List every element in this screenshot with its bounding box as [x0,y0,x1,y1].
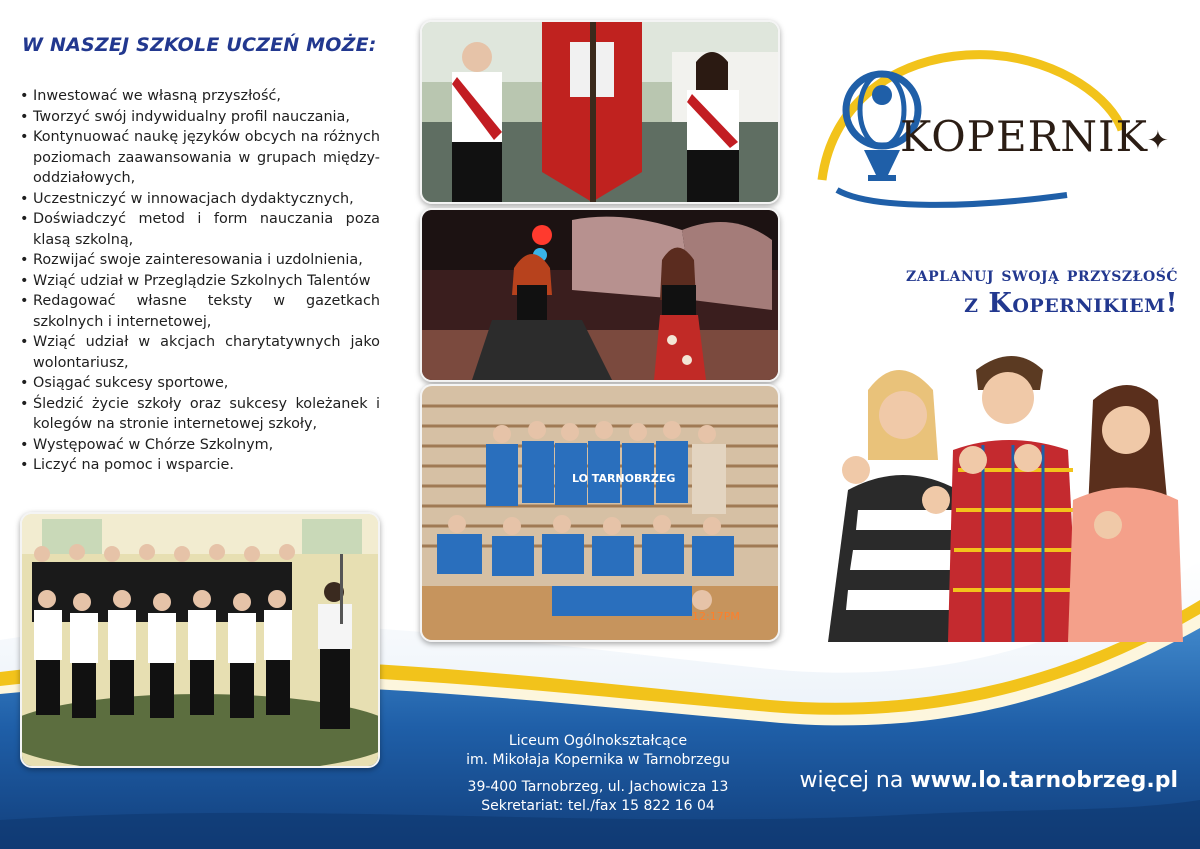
benefit-item: • Rozwijać swoje zainteresowania i uzdolnienia, [20,250,380,271]
school-name-line-1: Liceum Ogólnokształcące [508,733,688,749]
slogan-line-2: z Kopernikiem! [964,288,1178,319]
school-phone: Sekretariat: tel./fax 15 822 16 04 [481,797,715,814]
school-address: 39-400 Tarnobrzeg, ul. Jachowicza 13 [467,779,729,795]
school-contact-info [420,732,776,815]
photo-timestamp: 12:17PM [692,610,740,623]
school-name-line-2: im. Mikołaja Kopernika w Tarnobrzegu [466,751,730,768]
photo-school-choir [20,512,380,768]
website-link[interactable]: www.lo.tarnobrzeg.pl [910,768,1178,793]
photo-stage-performance [420,208,780,382]
photo-sports-team [420,384,780,642]
benefit-item: • Występować w Chórze Szkolnym, [20,435,380,456]
logo-wordmark: KOPERNIK [900,112,1148,161]
benefit-item: • Osiągać sukcesy sportowe, [20,373,380,394]
benefit-item: • Liczyć na pomoc i wsparcie. [20,455,380,476]
website-prefix: więcej na [799,768,911,793]
benefit-item: • Kontynuować naukę języków obcych na różnych poziomach zaawansowania w grupach między-oddziałowych, [20,127,380,189]
students-thumbs-up-image [808,350,1188,642]
benefit-item: • Wziąć udział w Przeglądzie Szkolnych Talentów [20,271,380,292]
benefits-list [20,86,380,476]
benefit-item: • Śledzić życie szkoły oraz sukcesy koleżanek i kolegów na stronie internetowej szkoły, [20,394,380,435]
benefit-item: • Uczestniczyć w innowacjach dydaktycznych, [20,189,380,210]
team-shirt-text: LO TARNOBRZEG [572,472,676,485]
benefit-item: • Redagować własne teksty w gazetkach szkolnych i internetowej, [20,291,380,332]
star-icon: ✦ [1147,126,1169,156]
benefit-item: • Tworzyć swój indywidualny profil nauczania, [20,107,380,128]
slogan [906,262,1178,319]
website-line [800,768,1178,793]
benefit-item: • Doświadczyć metod i form nauczania poza klasą szkolną, [20,209,380,250]
photo-flag-ceremony [420,20,780,204]
benefit-item: • Wziąć udział w akcjach charytatywnych jako wolontariusz, [20,332,380,373]
bullets-heading: W NASZEJ SZKOLE UCZEŃ MOŻE: [22,34,377,56]
benefit-item: • Inwestować we własną przyszłość, [20,86,380,107]
slogan-line-1: zaplanuj swoją przyszłość [906,262,1178,286]
